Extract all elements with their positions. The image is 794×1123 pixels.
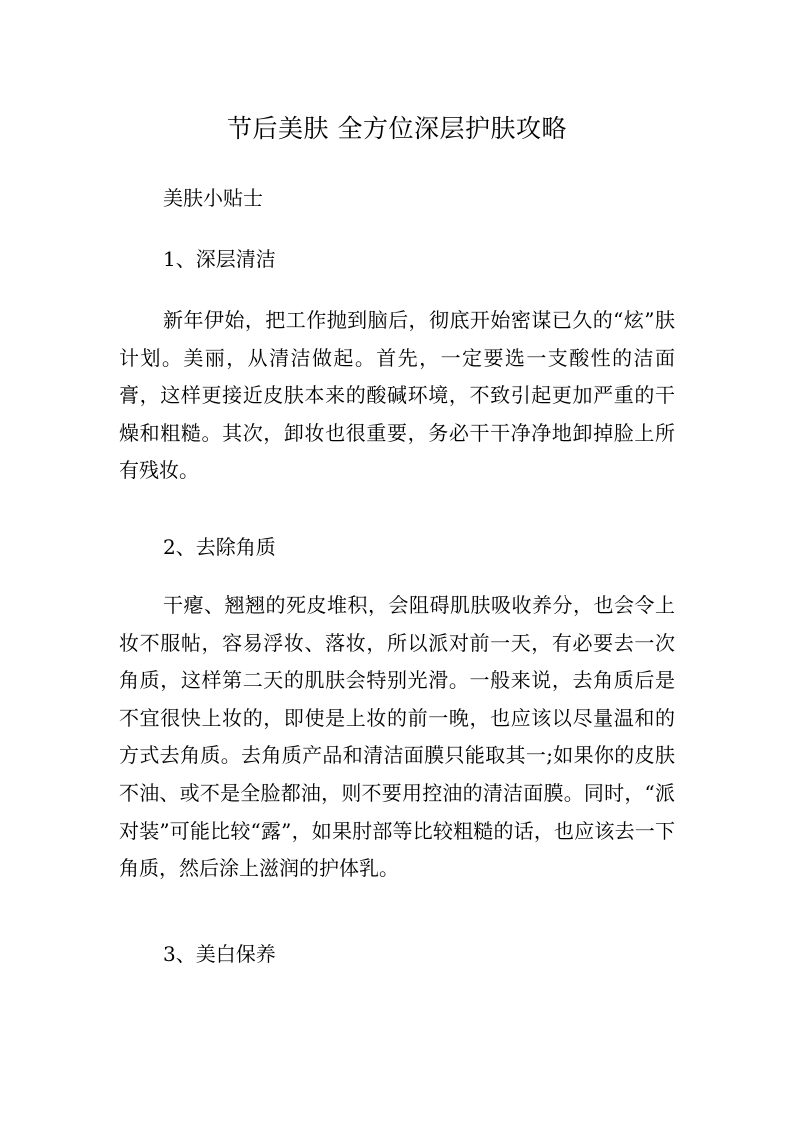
section-body-cleansing: 新年伊始，把工作抛到脑后，彻底开始密谋已久的“炫”肤计划。美丽，从清洁做起。首先，一定要选一支酸性的洁面膏，这样更接近皮肤本来的酸碱环境，不致引起更加严重的干燥和粗糙。其次，卸妆也很重要，务必干干净净地卸掉脸上所有残妆。	[119, 308, 675, 483]
document-title: 节后美肤 全方位深层护肤攻略	[227, 114, 567, 143]
section-heading-cleansing: 1、深层清洁	[163, 247, 276, 271]
section-body-exfoliation: 干瘪、翘翘的死皮堆积，会阻碍肌肤吸收养分，也会令上妆不服帖，容易浮妆、落妆，所以派对前一天，有必要去一次角质，这样第二天的肌肤会特别光滑。一般来说，去角质后是不宜很快上妆的，即使是上妆的前一晚，也应该以尽量温和的方式去角质。去角质产品和清洁面膜只能取其一;如果你的皮肤不油、或不是全脸都油，则不要用控油的清洁面膜。同时，“派对装”可能比较“露”，如果肘部等比较粗糙的话，也应该去一下角质，然后涂上滋润的护体乳。	[119, 593, 675, 881]
section-heading-exfoliation: 2、去除角质	[163, 535, 276, 559]
section-heading-whitening: 3、美白保养	[163, 942, 276, 966]
subtitle: 美肤小贴士	[163, 186, 263, 210]
